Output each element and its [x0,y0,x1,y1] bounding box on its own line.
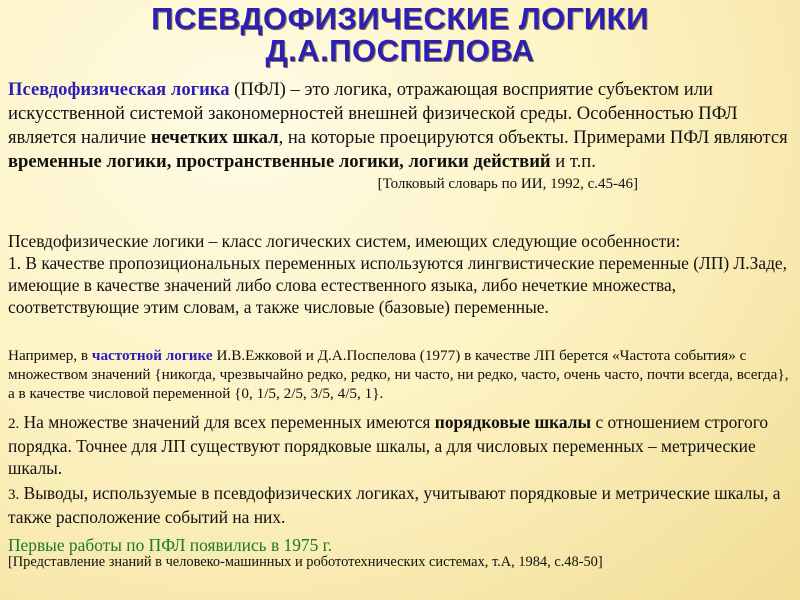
feature-item-2 [8,411,798,479]
definition-text-2: , на которые проецируются объекты. Примерами ПФЛ являются [278,127,788,148]
example-term: частотной логике [91,347,213,364]
definition-bold-2: временные логики, пространственные логики, логики действий [8,151,551,172]
feature-item-1: 1. В качестве пропозициональных переменных используются лингвистические переменные (ЛП) Л.Заде, имеющие в качестве значений либо слова естественного языка, либо нечеткие множества, соответствующие этим словам, а также числовые (базовые) переменные. [8,253,788,317]
definition-paragraph [8,78,798,194]
example-text: И.В.Ежковой и Д.А.Поспелова (1977) в качестве ЛП берется «Частота события» с множеством значений {никогда, чрезвычайно редко, редко, ни часто, ни редко, часто, очень часто, почти всегда, всегда}, а в качестве числовой переменной {0, 1/5, 2/5, 3/5, 4/5, 1}. [8,347,789,402]
footer-citation: [Представление знаний в человеко-машинных и робототехнических системах, т.А, 1984, с.48-50] [8,554,603,570]
definition-citation: [Толковый словарь по ИИ, 1992, с.45-46] [377,176,638,192]
history-note: Первые работы по ПФЛ появились в 1975 г. [8,535,333,555]
features-paragraph [8,230,798,318]
feature-item-3 [8,482,798,528]
title-line-1: ПСЕВДОФИЗИЧЕСКИЕ ЛОГИКИ [151,1,649,36]
item-2-prefix: На множестве значений для всех переменных имеются [19,412,435,432]
item-2-number: 2. [8,416,20,432]
item-3-text: Выводы, используемые в псевдофизических логиках, учитывают порядковые и метрические шкалы, а также расположение событий на них. [8,483,781,527]
definition-text-1: (ПФЛ) – это логика, отражающая восприятие субъектом или искусственной системой закономерностей внешней физической среды. Особенностью ПФЛ является наличие [8,79,738,148]
item-2-text: с отношением строгого порядка. Точнее для ЛП существуют порядковые шкалы, а для числовых переменных – метрические шкалы. [8,412,769,478]
features-intro: Псевдофизические логики – класс логических систем, имеющих следующие особенности: [8,231,681,251]
item-3-number: 3. [8,487,20,503]
definition-bold-1: нечетких шкал [150,127,279,148]
example-paragraph [8,346,798,403]
definition-term: Псевдофизическая логика [8,79,230,100]
title-line-2: Д.А.ПОСПЕЛОВА [265,33,535,68]
item-2-bold: порядковые шкалы [434,412,592,432]
definition-text-3: и т.п. [550,151,596,172]
example-prefix: Например, в [8,347,92,364]
